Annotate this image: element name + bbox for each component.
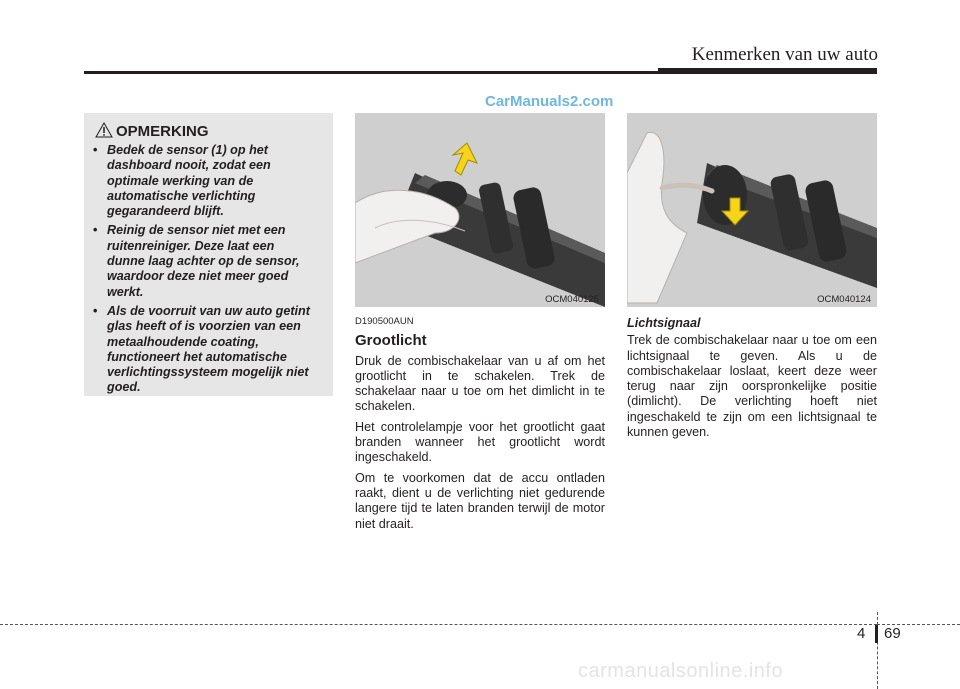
footer-rule	[0, 624, 877, 625]
note-line: • Bedek de sensor (1) op het	[107, 143, 268, 157]
section-title: Lichtsignaal	[627, 316, 701, 330]
section-code: D190500AUN	[355, 316, 414, 327]
note-line: automatische verlichting	[107, 188, 256, 203]
image-code: OCM040124	[817, 294, 871, 305]
note-line: gegarandeerd blijft.	[107, 204, 224, 219]
grootlicht-section	[355, 314, 605, 537]
stalk-push-photo	[355, 113, 605, 307]
note-line: dunne laag achter op de sensor,	[107, 254, 300, 269]
note-list	[90, 143, 326, 400]
note-title: OPMERKING	[116, 123, 209, 140]
image-code: OCM040125	[545, 294, 599, 305]
paragraph: Druk de combischakelaar van u af om het grootlicht in te schakelen. Trek de schakelaar naar u toe om het dimlicht in te schakelen.	[355, 353, 605, 414]
lichtsignaal-section	[627, 316, 877, 445]
section-title: Grootlicht	[355, 332, 427, 350]
note-line: dashboard nooit, zodat een	[107, 158, 271, 173]
header-rule-accent	[658, 68, 877, 73]
paragraph: Om te voorkomen dat de accu ontladen raakt, dient u de verlichting niet gedurende langere tijd te laten branden terwijl de motor niet draait.	[355, 470, 605, 531]
paragraph: Het controlelampje voor het grootlicht gaat branden wanneer het grootlicht wordt ingeschakeld.	[355, 419, 605, 465]
note-line: glas heeft of is voorzien van een	[107, 319, 301, 334]
page-number: 69	[884, 625, 901, 642]
note-line: metaalhoudende coating,	[107, 334, 259, 349]
note-line: functioneert het automatische	[107, 349, 287, 364]
note-line: • Reinig de sensor niet met een	[107, 223, 286, 238]
page-separator	[875, 625, 878, 643]
stalk-pull-photo	[627, 113, 877, 307]
note-line: waardoor deze niet meer goed	[107, 269, 289, 284]
watermark-bottom[interactable]: carmanualsonline.info	[578, 660, 784, 682]
note-item	[90, 223, 326, 299]
note-line: werkt.	[107, 284, 144, 299]
header-title: Kenmerken van uw auto	[691, 44, 878, 65]
note-line: optimale werking van de	[107, 173, 254, 188]
note-box	[84, 113, 333, 396]
stalk-push-illustration	[355, 113, 605, 307]
note-line: • Als de voorruit van uw auto getint	[107, 303, 310, 318]
note-line: ruitenreiniger. Deze laat een	[107, 238, 275, 253]
watermark-top[interactable]: CarManuals2.com	[485, 93, 614, 110]
note-item	[90, 143, 326, 219]
stalk-pull-illustration	[627, 113, 877, 307]
note-line: verlichtingssysteem mogelijk niet	[107, 365, 309, 380]
warning-icon	[95, 122, 113, 138]
paragraph: Trek de combischakelaar naar u toe om een lichtsignaal te geven. Als u de combischakelaar loslaat, keert deze weer terug naar zijn oorspronkelijke positie (dimlicht). De verlichting hoeft niet ingeschakeld te zijn om een lichtsignaal te kunnen geven.	[627, 333, 877, 440]
footer-divider	[877, 612, 878, 689]
chapter-number: 4	[857, 625, 866, 642]
note-item	[90, 304, 326, 396]
note-line: goed.	[107, 380, 141, 395]
